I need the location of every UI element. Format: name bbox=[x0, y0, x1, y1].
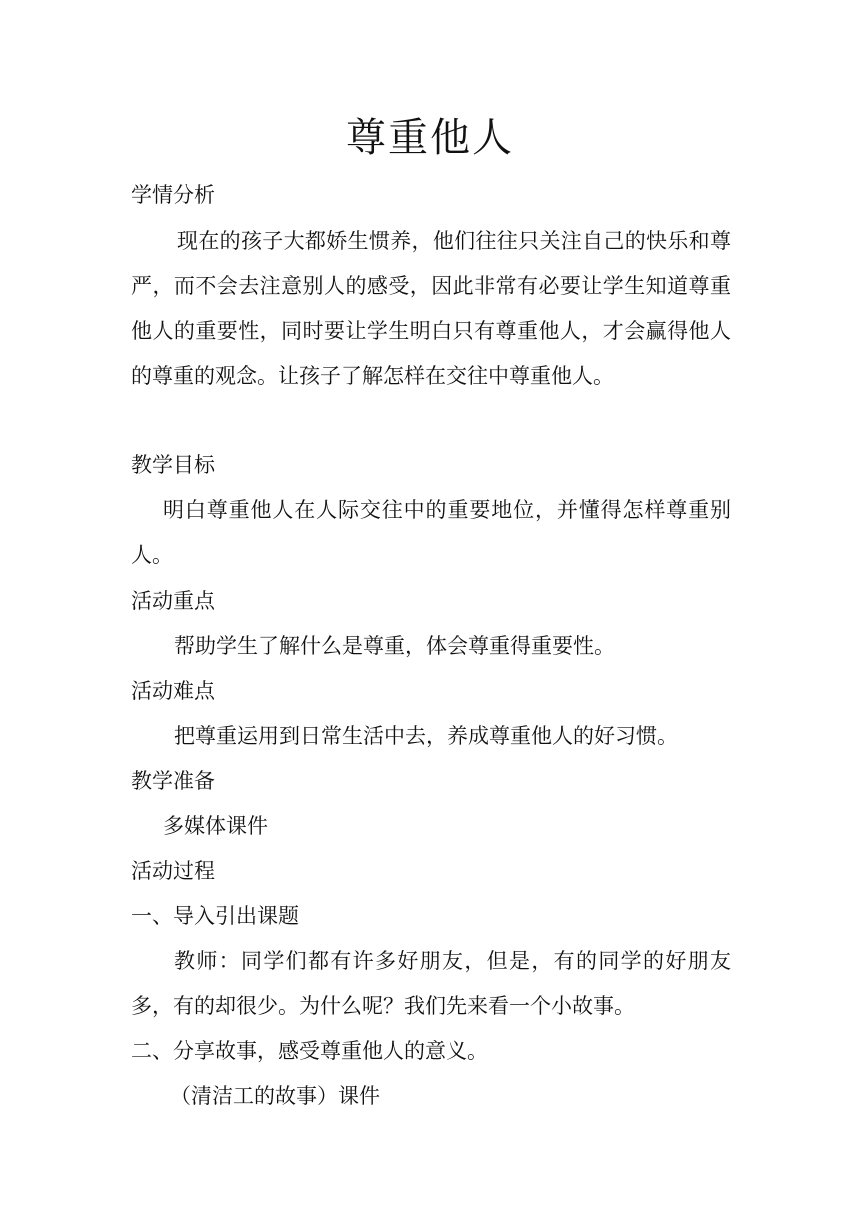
document-title: 尊重他人 bbox=[346, 115, 514, 161]
section-heading-process: 活动过程 bbox=[131, 859, 215, 883]
section-heading-analysis: 学情分析 bbox=[131, 183, 215, 207]
section-heading-difficulty: 活动难点 bbox=[131, 679, 215, 703]
step-heading-1: 一、导入引出课题 bbox=[131, 904, 299, 928]
paragraph-goal: 明白尊重他人在人际交往中的重要地位，并懂得怎样尊重别人。 bbox=[131, 498, 731, 567]
paragraph-focus: 帮助学生了解什么是尊重，体会尊重得重要性。 bbox=[174, 634, 615, 658]
section-heading-prep: 教学准备 bbox=[131, 769, 215, 793]
paragraph-step-2: （清洁工的故事）课件 bbox=[170, 1084, 380, 1108]
step-heading-2: 二、分享故事，感受尊重他人的意义。 bbox=[131, 1039, 488, 1063]
paragraph-step-1: 教师：同学们都有许多好朋友，但是，有的同学的好朋友多，有的却很少。为什么呢？我们先来看一个小故事。 bbox=[131, 949, 731, 1018]
section-heading-goal: 教学目标 bbox=[131, 453, 215, 477]
paragraph-analysis: 现在的孩子大都娇生惯养，他们往往只关注自己的快乐和尊严，而不会去注意别人的感受，因此非常有必要让学生知道尊重他人的重要性，同时要让学生明白只有尊重他人，才会赢得他人的尊重的观念。让孩子了解怎样在交往中尊重他人。 bbox=[131, 229, 731, 388]
paragraph-prep: 多媒体课件 bbox=[163, 814, 268, 838]
paragraph-difficulty: 把尊重运用到日常生活中去，养成尊重他人的好习惯。 bbox=[174, 724, 678, 748]
section-heading-focus: 活动重点 bbox=[131, 589, 215, 613]
